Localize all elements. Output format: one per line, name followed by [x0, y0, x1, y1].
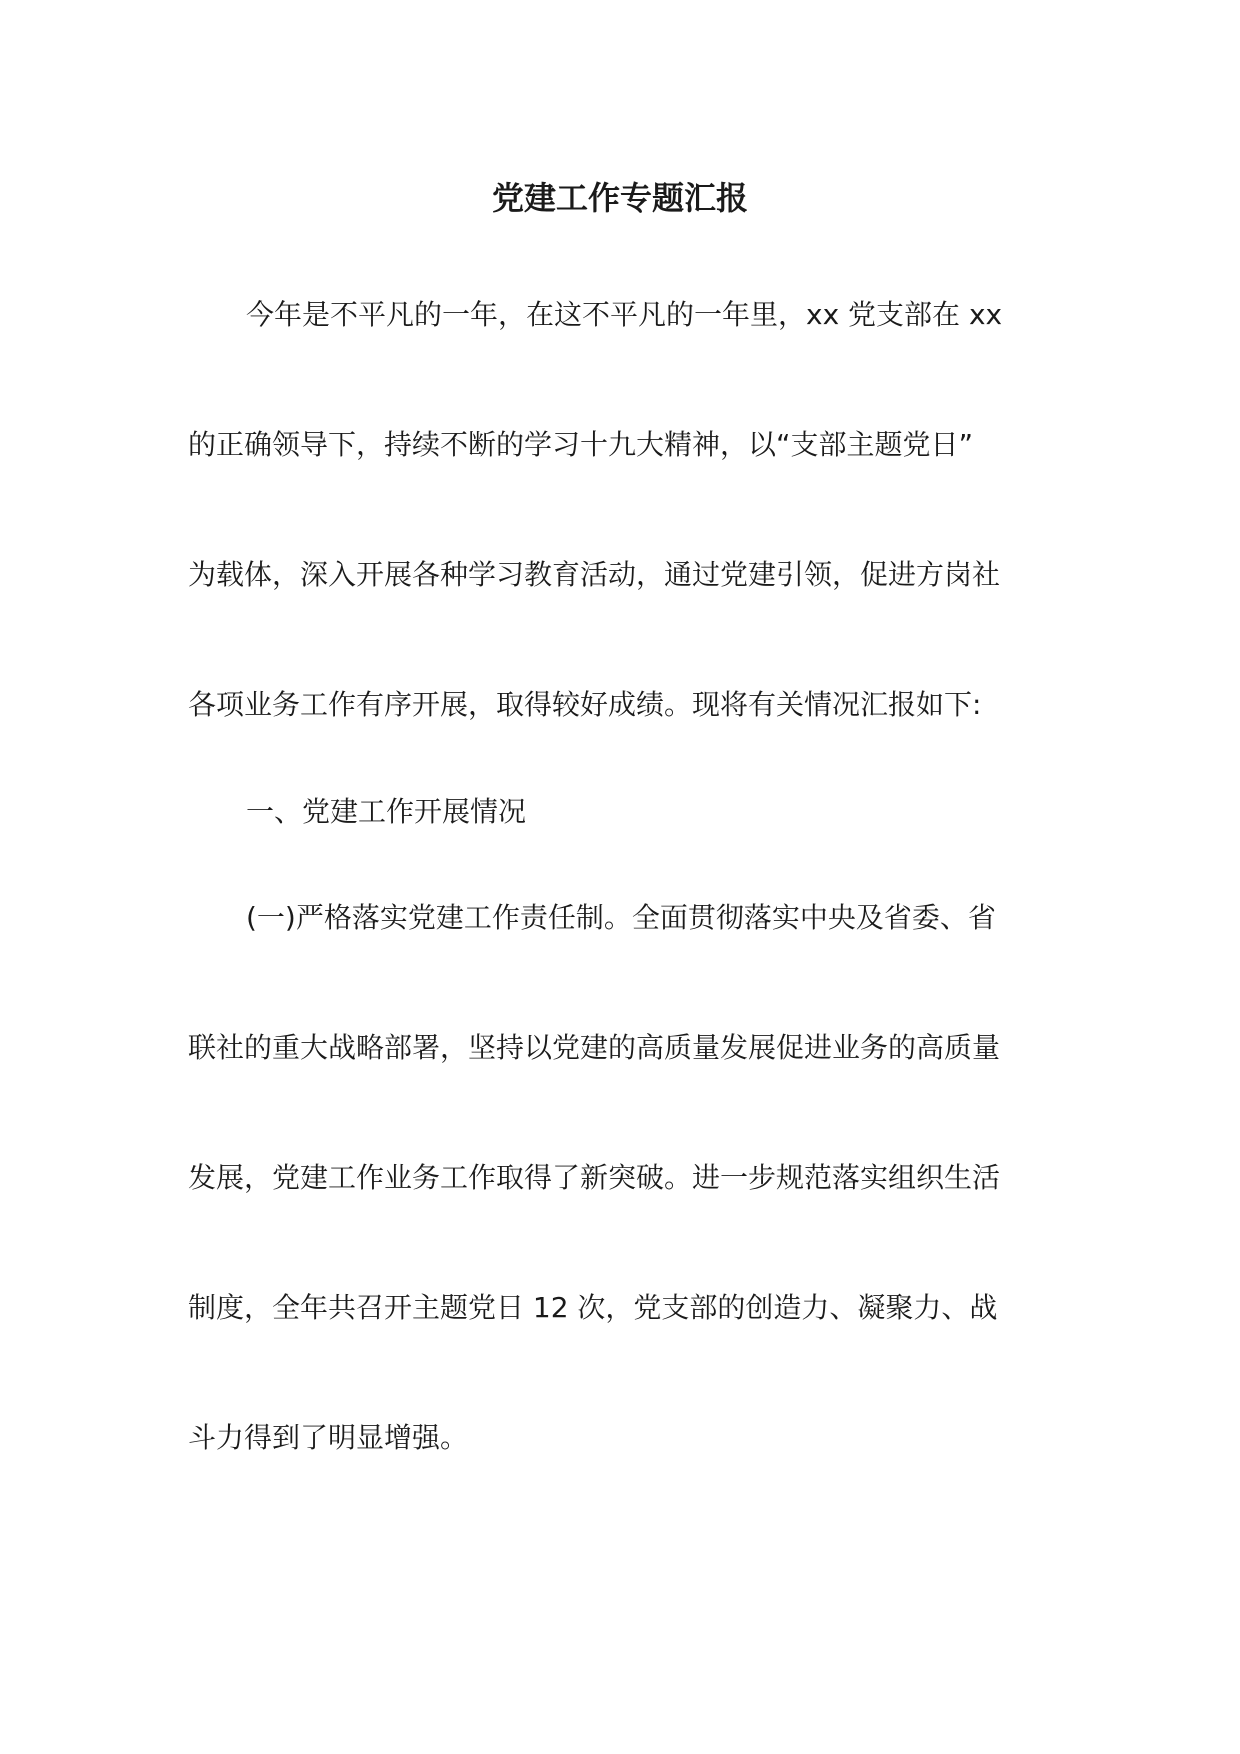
body-line-2: 的正确领导下，持续不断的学习十九大精神，以“支部主题党日”: [188, 428, 974, 461]
document-title: 党建工作专题汇报: [491, 179, 748, 217]
body-line-4: 各项业务工作有序开展，取得较好成绩。现将有关情况汇报如下:: [188, 688, 982, 721]
body-line-1: 今年是不平凡的一年，在这不平凡的一年里，xx 党支部在 xx: [246, 298, 1003, 331]
body-line-10: 斗力得到了明显增强。: [188, 1421, 469, 1454]
body-line-7: 联社的重大战略部署，坚持以党建的高质量发展促进业务的高质量: [188, 1031, 1001, 1064]
body-line-8: 发展，党建工作业务工作取得了新突破。进一步规范落实组织生活: [188, 1161, 1001, 1194]
body-line-9: 制度，全年共召开主题党日 12 次，党支部的创造力、凝聚力、战: [188, 1291, 998, 1324]
body-line-6: (一)严格落实党建工作责任制。全面贯彻落实中央及省委、省: [246, 901, 996, 934]
section-heading: 一、党建工作开展情况: [246, 795, 527, 828]
body-line-3: 为载体，深入开展各种学习教育活动，通过党建引领，促进方岗社: [188, 558, 1001, 591]
